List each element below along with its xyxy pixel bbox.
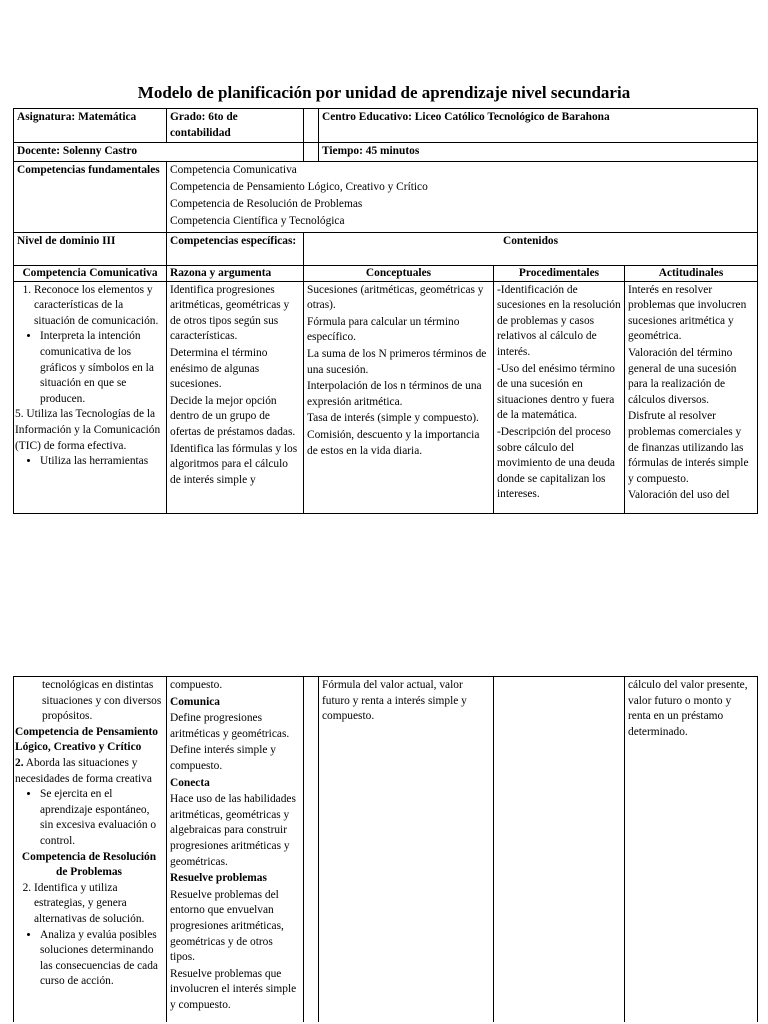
- list-item: Identifica las fórmulas y los algoritmos para el cálculo de interés simple y: [170, 442, 298, 486]
- list-item: tecnológicas en distintas situaciones y con diversos propósitos.: [42, 679, 162, 723]
- item-text: Aborda las situaciones y necesidades de forma creativa: [15, 756, 152, 785]
- conceptuales-cell: [304, 281, 494, 513]
- list-item: Sucesiones (aritméticas, geométricas y otras).: [307, 283, 484, 312]
- nivel-dominio-cell: Nivel de dominio III: [14, 232, 167, 265]
- list-item: Valoración del término general de una sucesión para la realización de cálculos diversos.: [628, 346, 737, 406]
- actitudinales-header: Actitudinales: [625, 265, 758, 281]
- tiempo-cell: Tiempo: 45 minutos: [319, 143, 758, 162]
- competencia-item: Competencia de Resolución de Problemas: [170, 198, 363, 211]
- competencias-fundamentales-list: [167, 161, 758, 232]
- list-item: • Utiliza las herramientas: [40, 454, 163, 470]
- competencia-item: Competencia Comunicativa: [170, 163, 297, 176]
- tic-paragraph: 5. Utiliza las Tecnologías de la Información y la Comunicación (TIC) de forma efectiva.: [15, 408, 161, 452]
- especificas-cell: [167, 677, 304, 1023]
- razona-argumenta-cell: [167, 281, 304, 513]
- list-item: 2. Identifica y utiliza estrategias, y genera alternativas de solución.: [34, 881, 163, 928]
- conceptuales-header: Conceptuales: [304, 265, 494, 281]
- comp-comunicativa-header: Competencia Comunicativa: [14, 265, 167, 281]
- list-item: -Identificación de sucesiones en la resolución de problemas y casos relativos al cálculo de interés.: [497, 283, 621, 358]
- empty-cell: [304, 677, 319, 1023]
- list-item: Decide la mejor opción dentro de un grupo de ofertas de préstamos dadas.: [170, 394, 296, 438]
- list-item: Identifica progresiones aritméticas, geométricas y de otros tipos según sus características.: [170, 283, 290, 343]
- list-item: Valoración del uso del: [628, 489, 730, 502]
- list-item: -Descripción del proceso sobre cálculo del movimiento de una deuda donde se capitalizan los intereses.: [497, 425, 615, 501]
- list-item: • Analiza y evalúa posibles soluciones determinando las consecuencias de cada curso de acción.: [40, 928, 163, 990]
- competencia-item: Competencia de Pensamiento Lógico, Creativo y Crítico: [170, 180, 428, 193]
- docente-cell: Docente: Solenny Castro: [14, 143, 304, 162]
- list-item: Fórmula para calcular un término específico.: [307, 315, 460, 344]
- list-item: Fórmula del valor actual, valor futuro y renta a interés simple y compuesto.: [322, 679, 467, 723]
- pensamiento-heading: Competencia de Pensamiento Lógico, Creativo y Crítico: [15, 725, 158, 754]
- list-item: Resuelve problemas que involucren el interés simple y compuesto.: [170, 967, 297, 1011]
- list-item: Resuelve problemas del entorno que envuelvan progresiones aritméticas, geométricas y de otros tipos.: [170, 888, 284, 964]
- list-item: Tasa de interés (simple y compuesto).: [307, 412, 479, 425]
- competencias-cell: [14, 677, 167, 1023]
- comunica-heading: Comunica: [170, 695, 220, 708]
- competencia-item: Competencia Científica y Tecnológica: [170, 215, 345, 228]
- competencias-fundamentales-label: Competencias fundamentales: [14, 161, 167, 232]
- list-item: cálculo del valor presente, valor futuro o monto y renta en un préstamo determinado.: [628, 679, 748, 738]
- list-item: La suma de los N primeros términos de una sucesión.: [307, 347, 487, 376]
- empty-cell: [304, 109, 319, 143]
- list-item: Define interés simple y compuesto.: [170, 744, 276, 772]
- list-item: • Se ejercita en el aprendizaje espontáneo, sin excesiva evaluación o control.: [40, 787, 163, 849]
- conceptuales-cell: [319, 677, 494, 1023]
- planning-table-page2: [13, 676, 758, 1022]
- item-number: 2.: [15, 756, 24, 769]
- list-item: 1. Reconoce los elementos y características de la situación de comunicación.: [34, 283, 163, 330]
- asignatura-cell: Asignatura: Matemática: [14, 109, 167, 143]
- list-item: Define progresiones aritméticas y geométricas.: [170, 712, 290, 740]
- actitudinales-cell: [625, 677, 758, 1023]
- page-title: Modelo de planificación por unidad de aprendizaje nivel secundaria: [137, 83, 631, 102]
- centro-cell: Centro Educativo: Liceo Católico Tecnológico de Barahona: [319, 109, 758, 143]
- list-item: Comisión, descuento y la importancia de estos en la vida diaria.: [307, 428, 480, 457]
- planning-table-page1: [13, 108, 758, 514]
- procedimentales-cell: [494, 677, 625, 1023]
- procedimentales-cell: [494, 281, 625, 513]
- creativa-paragraph: [15, 756, 163, 787]
- conecta-heading: Conecta: [170, 776, 210, 789]
- actitudinales-cell: [625, 281, 758, 513]
- competencia-comunicativa-cell: [14, 281, 167, 513]
- grado-cell: Grado: 6to de contabilidad: [167, 109, 304, 143]
- list-item: -Uso del enésimo término de una sucesión en situaciones dentro y fuera de la matemática.: [497, 362, 615, 422]
- resolucion-heading: Competencia de Resolución de Problemas: [21, 850, 157, 879]
- list-item: Disfrute al resolver problemas comerciales y de finanzas utilizando las fórmulas de interés simple y compuesto.: [628, 410, 749, 485]
- list-item: Interpolación de los n términos de una expresión aritmética.: [307, 380, 482, 408]
- list-item: • Interpreta la intención comunicativa de los gráficos y símbolos en la situación en que se producen.: [40, 329, 163, 407]
- list-item: Interés en resolver problemas que involucren sucesiones aritmética y geométrica.: [628, 283, 747, 343]
- empty-cell: [304, 143, 319, 162]
- resuelve-heading: Resuelve problemas: [170, 872, 267, 885]
- list-item: Determina el término enésimo de algunas sucesiones.: [170, 346, 268, 391]
- procedimentales-header: Procedimentales: [494, 265, 625, 281]
- competencias-especificas-cell: Competencias específicas:: [167, 232, 304, 265]
- list-item: Hace uso de las habilidades aritméticas, geométricas y algebraicas para construir progresiones aritméticas y geométricas.: [170, 793, 296, 868]
- list-item: compuesto.: [170, 679, 223, 691]
- contenidos-header: Contenidos: [304, 232, 758, 265]
- razona-header: Razona y argumenta: [167, 265, 304, 281]
